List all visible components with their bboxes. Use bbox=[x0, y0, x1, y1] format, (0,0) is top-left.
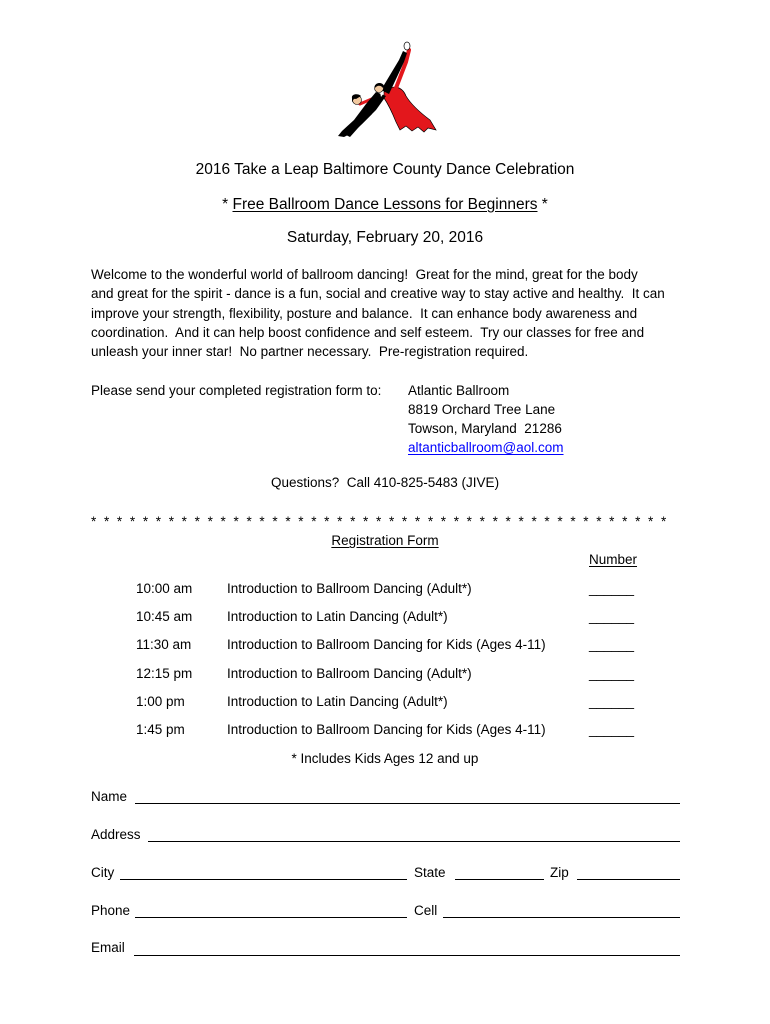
session-row bbox=[0, 609, 770, 625]
subtitle-prefix: * bbox=[222, 196, 233, 213]
intro-paragraph bbox=[91, 265, 665, 361]
session-number-blank[interactable]: ______ bbox=[589, 666, 635, 681]
intro-line: coordination. And it can help boost confidence and self esteem. Try our classes for free and bbox=[91, 324, 645, 340]
asterisk-separator: * * * * * * * * * * * * * * * * * * * * * * * * * * * * * * * * * * * * * * * * * * * * * bbox=[91, 514, 667, 529]
session-class: Introduction to Ballroom Dancing (Adult*) bbox=[227, 666, 472, 681]
session-row bbox=[0, 722, 770, 738]
city-field[interactable] bbox=[120, 879, 407, 880]
name-label: Name bbox=[91, 789, 128, 804]
intro-line: improve your strength, flexibility, posture and balance. It can enhance body awareness and bbox=[91, 305, 638, 321]
session-class: Introduction to Latin Dancing (Adult*) bbox=[227, 694, 448, 709]
session-time: 11:30 am bbox=[136, 637, 192, 652]
address-line: 8819 Orchard Tree Lane bbox=[408, 402, 556, 417]
session-time: 1:45 pm bbox=[136, 722, 185, 737]
session-class: Introduction to Ballroom Dancing (Adult*) bbox=[227, 581, 472, 596]
footnote: * Includes Kids Ages 12 and up bbox=[291, 751, 479, 766]
session-number-blank[interactable]: ______ bbox=[589, 637, 635, 652]
address-label: Address bbox=[91, 827, 141, 842]
zip-label: Zip bbox=[550, 865, 569, 880]
number-column-header: Number bbox=[589, 552, 638, 567]
city-label: City bbox=[91, 865, 115, 880]
mailing-address bbox=[408, 381, 564, 457]
session-class: Introduction to Latin Dancing (Adult*) bbox=[227, 609, 448, 624]
session-time: 12:15 pm bbox=[136, 666, 193, 681]
intro-line: and great for the spirit - dance is a fun, social and creative way to stay active and healthy. It can bbox=[91, 286, 665, 302]
clasped-gloved-hands bbox=[404, 42, 410, 50]
subtitle-suffix: * bbox=[537, 196, 548, 213]
session-number-blank[interactable]: ______ bbox=[589, 722, 635, 737]
session-class: Introduction to Ballroom Dancing for Kids (Ages 4-11) bbox=[227, 637, 546, 652]
address-line: Towson, Maryland 21286 bbox=[408, 421, 562, 436]
session-number-blank[interactable]: ______ bbox=[589, 694, 635, 709]
address-line: Atlantic Ballroom bbox=[408, 383, 510, 398]
session-row bbox=[0, 694, 770, 710]
cell-field[interactable] bbox=[443, 917, 680, 918]
zip-field[interactable] bbox=[577, 879, 680, 880]
phone-label: Phone bbox=[91, 903, 131, 918]
subtitle-text: Free Ballroom Dance Lessons for Beginners bbox=[232, 196, 538, 213]
event-date: Saturday, February 20, 2016 bbox=[286, 229, 484, 246]
session-number-blank[interactable]: ______ bbox=[589, 581, 635, 596]
mailing-label: Please send your completed registration form to: bbox=[91, 383, 382, 398]
registration-form-title bbox=[0, 533, 770, 549]
state-field[interactable] bbox=[455, 879, 544, 880]
session-row bbox=[0, 637, 770, 653]
email-link[interactable]: altanticballroom@aol.com bbox=[408, 440, 564, 455]
phone-field[interactable] bbox=[135, 917, 407, 918]
red-dress bbox=[384, 87, 436, 132]
intro-line: unleash your inner star! No partner necessary. Pre-registration required. bbox=[91, 344, 529, 359]
session-time: 1:00 pm bbox=[136, 694, 185, 709]
event-title: 2016 Take a Leap Baltimore County Dance Celebration bbox=[195, 161, 575, 178]
session-time: 10:00 am bbox=[136, 581, 193, 596]
ballroom-dancers-illustration bbox=[330, 40, 442, 144]
state-label: State bbox=[414, 865, 446, 880]
man-torso-leg bbox=[338, 92, 386, 137]
registration-form-title-text: Registration Form bbox=[331, 533, 439, 548]
email-field[interactable] bbox=[134, 955, 680, 956]
session-row bbox=[0, 581, 770, 597]
questions-line: Questions? Call 410-825-5483 (JIVE) bbox=[270, 475, 500, 490]
email-label: Email bbox=[91, 940, 125, 955]
address-field[interactable] bbox=[148, 841, 680, 842]
intro-line: Welcome to the wonderful world of ballroom dancing! Great for the mind, great for the body bbox=[91, 267, 638, 282]
cell-label: Cell bbox=[414, 903, 438, 918]
session-row bbox=[0, 666, 770, 682]
session-number-blank[interactable]: ______ bbox=[589, 609, 635, 624]
session-class: Introduction to Ballroom Dancing for Kids (Ages 4-11) bbox=[227, 722, 546, 737]
session-time: 10:45 am bbox=[136, 609, 193, 624]
name-field[interactable] bbox=[135, 803, 680, 804]
event-subtitle bbox=[0, 196, 770, 214]
